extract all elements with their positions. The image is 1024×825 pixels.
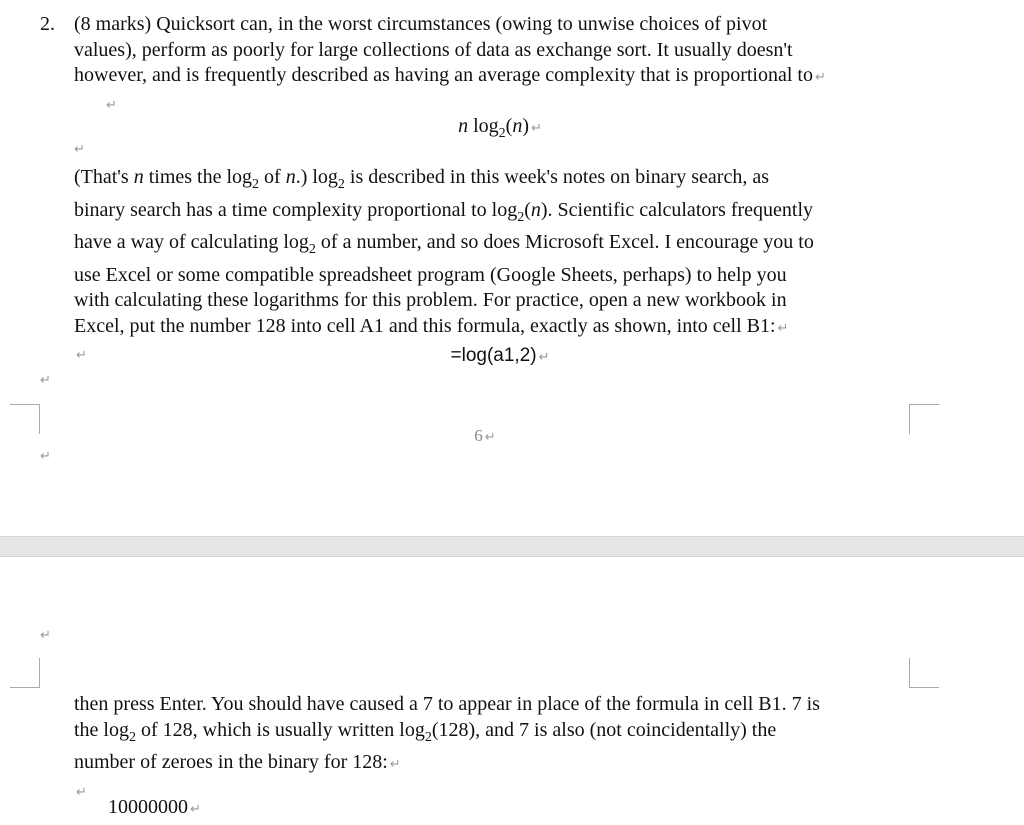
question-line-1: (8 marks) Quicksort can, in the worst circumstances (owing to unwise choices of pivot [74, 13, 768, 35]
paragraph-mark-icon: ↵ [76, 348, 87, 363]
question-number: 2. [40, 13, 55, 35]
question-line-3: however, and is frequently described as having an average complexity that is proportional to ↵ [74, 64, 826, 86]
crop-mark-top-right [909, 658, 939, 688]
paragraph-mark-icon: ↵ [40, 449, 51, 464]
paragraph-mark-icon: ↵ [777, 320, 789, 336]
paragraph-mark-icon: ↵ [40, 628, 51, 643]
paragraph-mark-icon: ↵ [538, 350, 550, 365]
explanation-line-1: (That's n times the $\log_2$ of n.) $\log_2$ is described in this week's notes on binary search, as [74, 166, 769, 192]
explanation-line-4: use Excel or some compatible spreadsheet program (Google Sheets, perhaps) to help you [74, 263, 787, 286]
paragraph-mark-icon: ↵ [106, 97, 117, 113]
paragraph-mark-icon: ↵ [74, 142, 85, 157]
explanation-line-2: binary search has a time complexity proportional to $\log_2(n)$. Scientific calculators frequently [74, 198, 813, 225]
excel-formula: =log(a1,2) ↵ [450, 345, 550, 366]
paragraph-mark-icon: ↵ [814, 70, 826, 85]
continuation-paragraph [74, 692, 820, 805]
question-paragraph [74, 12, 826, 118]
page-gap [0, 536, 1024, 557]
crop-mark-top-left [10, 658, 40, 688]
page-number: 6 ↵ [474, 426, 496, 445]
explanation-line-3: have a way of calculating $\log_2$ of a number, and so does Microsoft Excel. I encourage you to [74, 231, 814, 257]
continuation-line-3: number of zeroes in the binary for 128: ↵ [74, 751, 401, 773]
continuation-line-1: then press Enter. You should have caused a 7 to appear in place of the formula in cell B1. 7 is [74, 693, 820, 715]
question-line-2: values), perform as poorly for large collections of data as exchange sort. It usually doesn't [74, 38, 793, 61]
complexity-formula: n $\log_2(n)$ ↵ [458, 115, 542, 141]
explanation-line-5: with calculating these logarithms for this problem. For practice, open a new workbook in [74, 289, 787, 311]
paragraph-mark-icon: ↵ [531, 121, 542, 136]
continuation-line-2: the $\log_2$ of 128, which is usually written $\log_2(128)$, and 7 is also (not coincidentally) the [74, 718, 777, 745]
explanation-line-6: Excel, put the number 128 into cell A1 and this formula, exactly as shown, into cell B1: ↵ [74, 314, 789, 337]
paragraph-mark-icon: ↵ [76, 784, 87, 800]
explanation-paragraph [74, 165, 814, 369]
paragraph-mark-icon: ↵ [389, 757, 401, 772]
paragraph-mark-icon: ↵ [484, 430, 496, 445]
paragraph-mark-icon: ↵ [40, 373, 51, 388]
paragraph-mark-icon: ↵ [190, 802, 201, 817]
binary-value: 10000000 ↵ [108, 796, 201, 818]
